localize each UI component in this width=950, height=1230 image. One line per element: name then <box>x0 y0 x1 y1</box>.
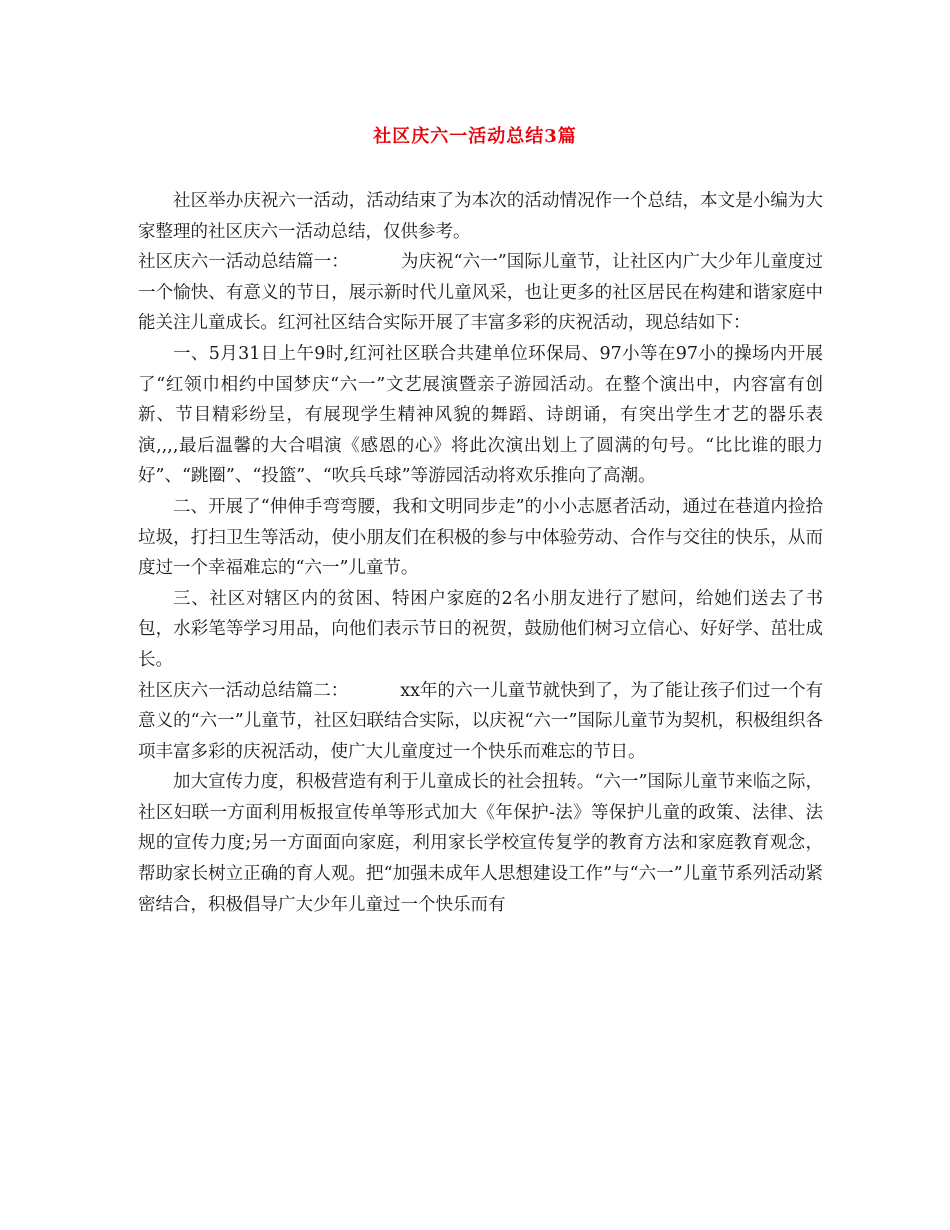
part1-item-1: 一、5月31日上午9时,红河社区联合共建单位环保局、97小等在97小的操场内开展了“红领巾相约中国梦庆“六一”文艺展演暨亲子游园活动。在整个演出中，内容富有创新、节目精彩纷呈，有展现学生精神风貌的舞蹈、诗朗诵，有突出学生才艺的器乐表演,,,,最后温馨的大合唱演《感恩的心》将此次演出划上了圆满的句号。“比比谁的眼力好”、“跳圈”、“投篮”、“吹兵乓球”等游园活动将欢乐推向了高潮。 <box>138 343 823 487</box>
part1-item-2: 二、开展了“伸伸手弯弯腰，我和文明同步走”的小小志愿者活动，通过在巷道内捡拾垃圾，打扫卫生等活动，使小朋友们在积极的参与中体验劳动、合作与交往的快乐，从而度过一个幸福难忘的“六一”儿童节。 <box>138 496 823 579</box>
part2-heading: 社区庆六一活动总结篇二： <box>138 680 349 701</box>
part1-heading: 社区庆六一活动总结篇一： <box>138 252 349 273</box>
document-body <box>138 186 823 920</box>
part2-paragraph <box>138 676 823 768</box>
part1-lead: 为庆祝“六一”国际儿童节，让社区内广大少年儿童度过一个愉快、有意义的节日，展示新时代儿童风采，也让更多的社区居民在构建和谐家庭中能关注儿童成长。红河社区结合实际开展了丰富多彩的庆祝活动，现总结如下： <box>138 252 823 334</box>
intro-paragraph: 社区举办庆祝六一活动，活动结束了为本次的活动情况作一个总结，本文是小编为大家整理的社区庆六一活动总结，仅供参考。 <box>138 191 823 242</box>
part2-body-paragraph: 加大宣传力度，积极营造有利于儿童成长的社会扭转。“六一”国际儿童节来临之际，社区妇联一方面利用板报宣传单等形式加大《年保护-法》等保护儿童的政策、法律、法规的宣传力度;另一方面面向家庭，利用家长学校宣传复学的教育方法和家庭教育观念，帮助家长树立正确的育人观。把“加强未成年人思想建设工作”与“六一”儿童节系列活动紧密结合，积极倡导广大少年儿童过一个快乐而有 <box>138 772 823 915</box>
part2-lead: xx年的六一儿童节就快到了，为了能让孩子们过一个有意义的“六一”儿童节，社区妇联结合实际，以庆祝“六一”国际儿童节为契机，积极组织各项丰富多彩的庆祝活动，使广大儿童度过一个快乐而难忘的节日。 <box>138 680 823 762</box>
part1-paragraph <box>138 247 823 339</box>
part1-item-3: 三、社区对辖区内的贫困、特困户家庭的2名小朋友进行了慰问，给她们送去了书包，水彩笔等学习用品，向他们表示节日的祝贺，鼓励他们树习立信心、好好学、茁壮成长。 <box>138 588 823 670</box>
document-title: 社区庆六一活动总结3篇 <box>373 126 577 147</box>
